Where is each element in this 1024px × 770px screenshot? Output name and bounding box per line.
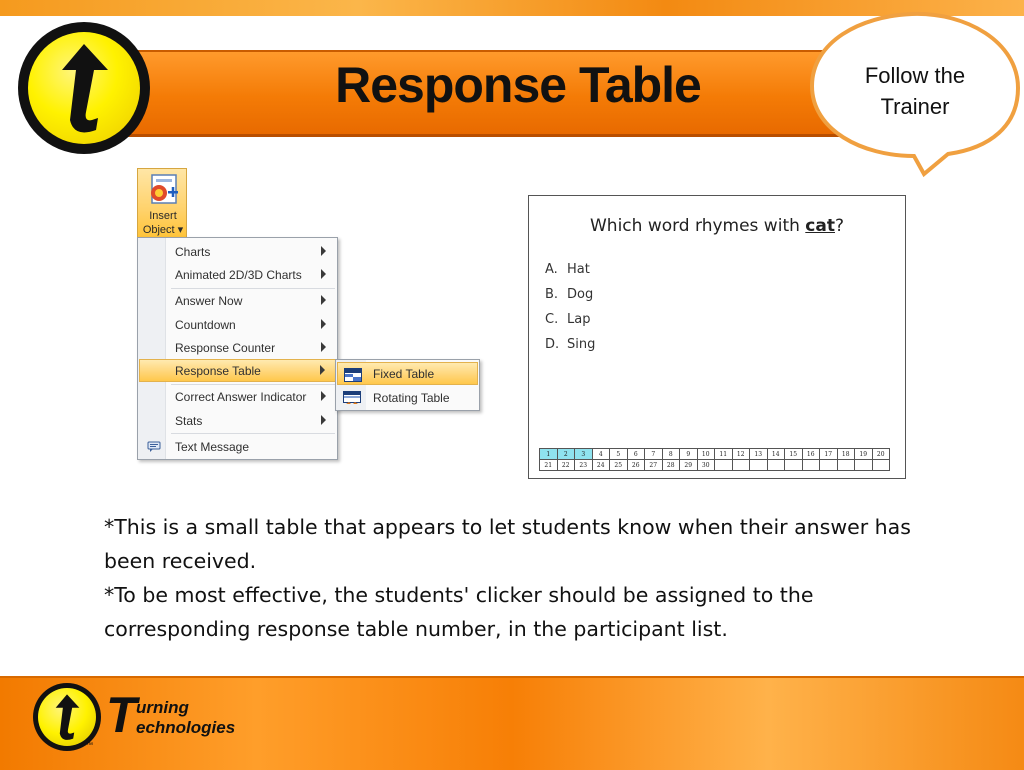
turning-logo-icon: [18, 22, 150, 154]
slide-preview: [528, 195, 906, 479]
response-table-cell: 20: [872, 449, 890, 460]
chevron-right-icon: [321, 246, 326, 256]
chevron-right-icon: [321, 319, 326, 329]
response-table-cell: 15: [785, 449, 803, 460]
response-table-cell: 19: [855, 449, 873, 460]
menu-item-stats[interactable]: [139, 409, 336, 432]
response-table-cell: 26: [627, 460, 645, 471]
chevron-right-icon: [321, 391, 326, 401]
response-table-cell: 21: [540, 460, 558, 471]
response-table-cell: 16: [802, 449, 820, 460]
menu-item-label: Answer Now: [175, 294, 243, 308]
response-table-row: [540, 449, 890, 460]
chevron-right-icon: [321, 269, 326, 279]
response-table-cell: 14: [767, 449, 785, 460]
question-keyword: cat: [805, 216, 835, 236]
menu-item-answer-now[interactable]: [139, 289, 336, 312]
response-table-cell: [732, 460, 750, 471]
insert-object-icon: [146, 173, 180, 207]
response-table-cell: 8: [662, 449, 680, 460]
insert-object-button[interactable]: [137, 168, 187, 238]
response-table-cell: 18: [837, 449, 855, 460]
response-table-row: [540, 460, 890, 471]
slide-title: Response Table: [335, 57, 701, 113]
response-table-cell: [837, 460, 855, 471]
response-table-cell: 29: [680, 460, 698, 471]
menu-item-response-counter[interactable]: [139, 336, 336, 359]
bubble-line-1: Follow the: [864, 63, 966, 88]
menu-item-label: Charts: [175, 245, 211, 259]
chevron-right-icon: [321, 342, 326, 352]
response-table-submenu: [335, 359, 480, 411]
menu-item-label: Animated 2D/3D Charts: [175, 268, 302, 282]
response-table-cell: 24: [592, 460, 610, 471]
answer-list: [545, 262, 595, 362]
answer-item: C. Lap: [545, 312, 591, 327]
response-table-cell: 7: [645, 449, 663, 460]
text-message-icon: [147, 441, 161, 453]
answer-item: A. Hat: [545, 262, 590, 277]
menu-item-charts[interactable]: [139, 240, 336, 263]
response-table-cell: [802, 460, 820, 471]
menu-item-response-table[interactable]: [139, 359, 336, 382]
bubble-text: [830, 60, 1000, 122]
response-table-cell: 4: [592, 449, 610, 460]
chevron-right-icon: [321, 415, 326, 425]
brand-word-2: echnologies: [136, 718, 236, 737]
menu-item-label: Response Counter: [175, 341, 276, 355]
menu-item-label: Text Message: [175, 440, 250, 454]
question-prefix: Which word rhymes with: [589, 216, 806, 236]
brand-word-1: urning: [136, 698, 189, 717]
menu-item-text-message[interactable]: [139, 435, 336, 458]
menu-item-label: Countdown: [175, 318, 236, 332]
menu-item-label: Response Table: [175, 364, 261, 378]
question-text: [529, 216, 905, 236]
insert-object-label-1: Insert: [149, 210, 177, 222]
submenu-item-label: Fixed Table: [373, 367, 435, 381]
response-table-cell: 3: [575, 449, 593, 460]
body-paragraph-2: *To be most effective, the students' clicker should be assigned to the corresponding response table number, in the participant list.: [104, 583, 814, 641]
response-table-cell: [855, 460, 873, 471]
menu-item-correct-answer-indicator[interactable]: [139, 385, 336, 408]
response-table-cell: 28: [662, 460, 680, 471]
response-table-cell: [767, 460, 785, 471]
response-table-cell: [715, 460, 733, 471]
menu-item-animated-charts[interactable]: [139, 263, 336, 286]
response-table-cell: [872, 460, 890, 471]
response-table-cell: 6: [627, 449, 645, 460]
menu-item-label: Correct Answer Indicator: [175, 390, 307, 404]
response-table-cell: 10: [697, 449, 715, 460]
response-table-cell: [750, 460, 768, 471]
menu-item-label: Stats: [175, 414, 203, 428]
chevron-right-icon: [320, 365, 325, 375]
response-table-cell: 17: [820, 449, 838, 460]
response-table-cell: 2: [557, 449, 575, 460]
response-table: [539, 448, 890, 471]
menu-item-countdown[interactable]: [139, 313, 336, 336]
response-table-cell: 11: [715, 449, 733, 460]
response-table-cell: 30: [697, 460, 715, 471]
submenu-item-label: Rotating Table: [373, 391, 450, 405]
bubble-line-2: Trainer: [880, 94, 950, 119]
response-table-cell: 12: [732, 449, 750, 460]
rotating-table-icon: [343, 391, 361, 405]
turning-logo-small-icon: [33, 683, 101, 751]
submenu-item-rotating-table[interactable]: [337, 386, 478, 409]
body-text: [104, 510, 924, 646]
response-table-cell: [820, 460, 838, 471]
response-table-cell: 9: [680, 449, 698, 460]
chevron-right-icon: [321, 295, 326, 305]
response-table-cell: 1: [540, 449, 558, 460]
insert-object-menu: [137, 237, 338, 460]
question-suffix: ?: [834, 216, 845, 236]
brand-initial: T: [106, 687, 137, 743]
response-table-cell: 23: [575, 460, 593, 471]
response-table-cell: 25: [610, 460, 628, 471]
body-paragraph-1: *This is a small table that appears to let students know when their answer has been received.: [104, 515, 911, 573]
response-table-cell: 5: [610, 449, 628, 460]
answer-item: D. Sing: [545, 337, 596, 352]
response-table-cell: 27: [645, 460, 663, 471]
menu-divider: [171, 433, 335, 434]
answer-item: B. Dog: [545, 287, 594, 302]
response-table-cell: 13: [750, 449, 768, 460]
trademark-mark: ™: [86, 742, 93, 749]
fixed-table-icon: [344, 368, 362, 382]
submenu-item-fixed-table[interactable]: [337, 362, 478, 385]
response-table-cell: 22: [557, 460, 575, 471]
response-table-cell: [785, 460, 803, 471]
insert-object-label-2: Object ▾: [142, 224, 184, 236]
